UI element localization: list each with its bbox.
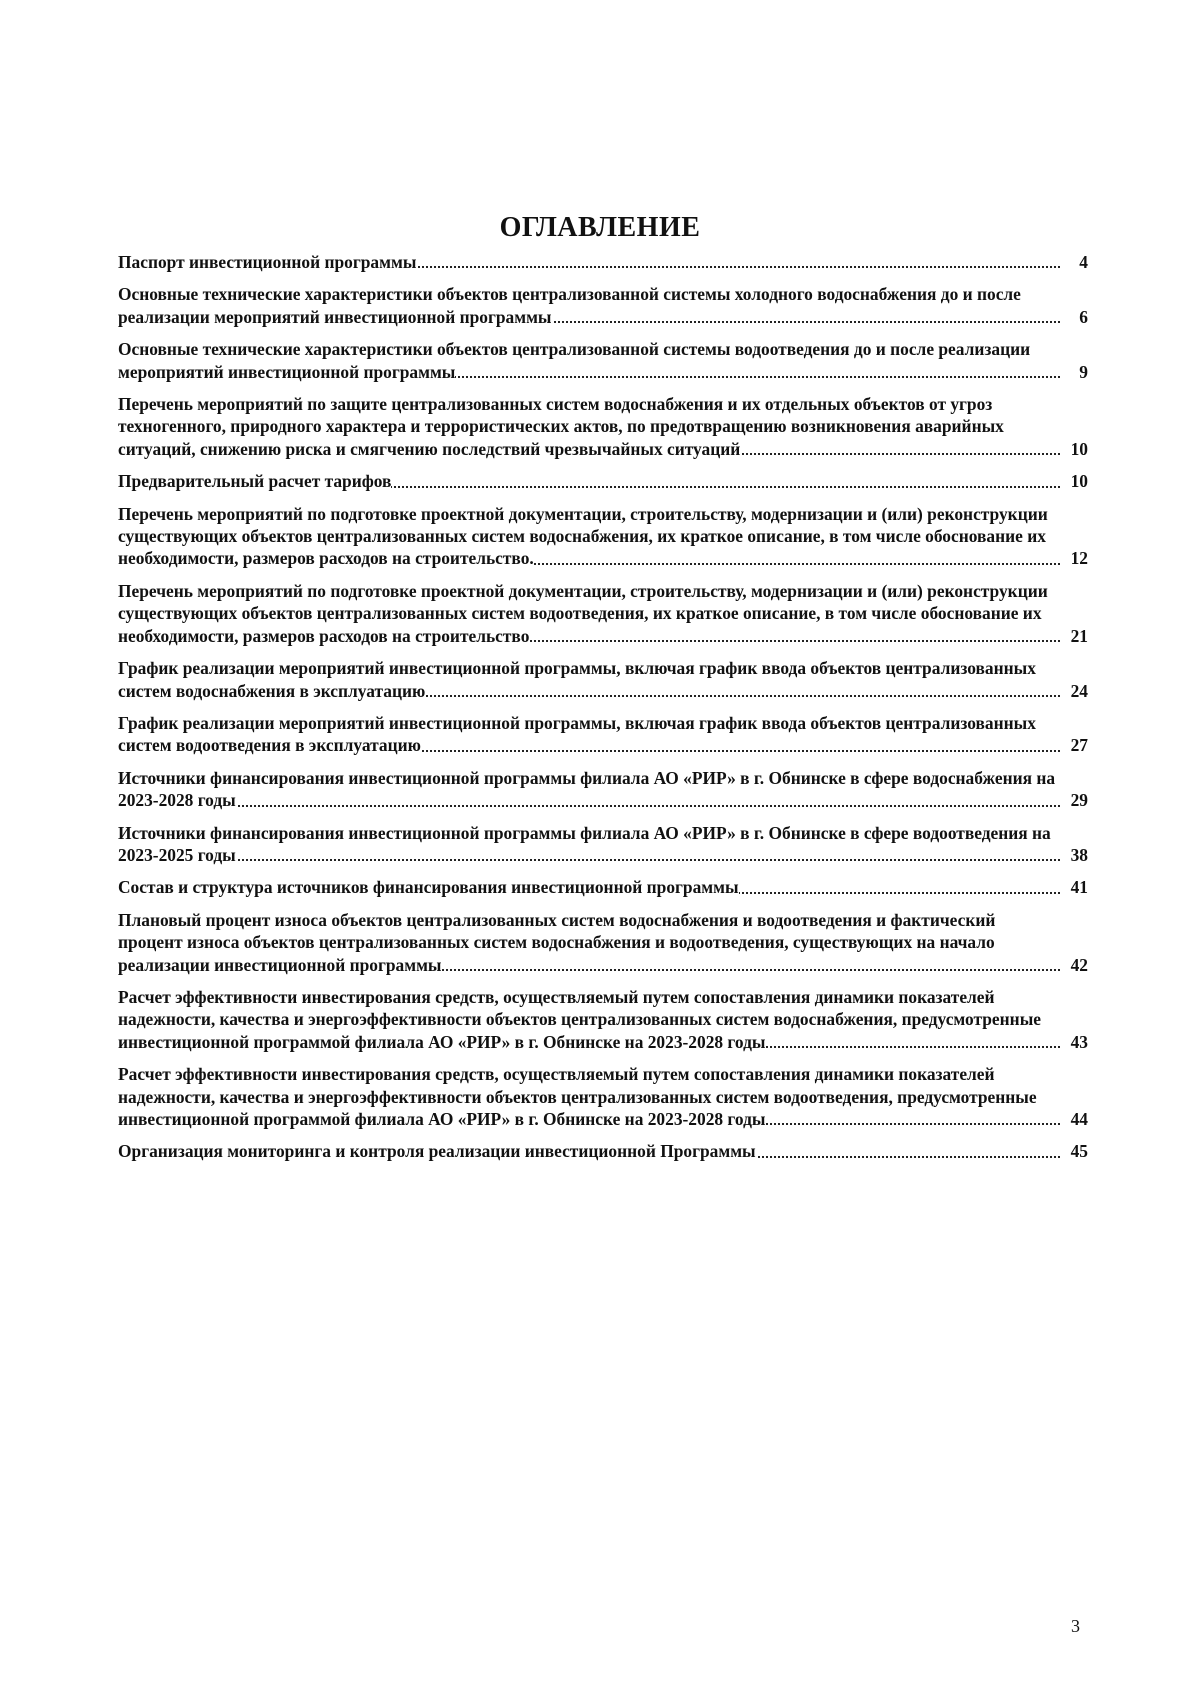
toc-entry-page: 43 [1060,1031,1088,1053]
toc-entry-page: 12 [1060,547,1088,569]
toc-entry-page: 21 [1060,625,1088,647]
toc-entry[interactable] [118,503,1088,570]
toc-entry[interactable] [118,712,1088,757]
toc-entry-page: 24 [1060,680,1088,702]
toc-entry[interactable] [118,580,1088,647]
toc-entry-page: 6 [1060,306,1088,328]
toc-entry[interactable] [118,909,1088,976]
toc-entry-text: Источники финансирования инвестиционной программы филиала АО «РИР» в г. Обнинске в сфере водоснабжения на 2023-2028 годы [118,767,1056,811]
dot-leader [118,805,1060,807]
toc-entry-text: График реализации мероприятий инвестиционной программы, включая график ввода объектов централизованных систем водоотведения в эксплуатацию [118,712,1036,756]
toc-entry-page: 27 [1060,734,1088,756]
toc-entry-text: Состав и структура источников финансирования инвестиционной программы [118,877,739,898]
toc-entry[interactable] [118,657,1088,702]
toc-entry[interactable] [118,986,1088,1053]
toc-entry[interactable] [118,876,1088,898]
toc-entry-page: 10 [1060,470,1088,492]
toc-entry-page: 9 [1060,361,1088,383]
toc-title: ОГЛАВЛЕНИЕ [499,212,701,243]
toc-entry-text: Перечень мероприятий по подготовке проектной документации, строительству, модернизации и (или) реконструкции существующих объектов централизованных систем водоотведения, их краткое описание, в том числе обоснование их необходимости, размеров расходов на строительство [118,580,1048,646]
toc-entry-text: Источники финансирования инвестиционной программы филиала АО «РИР» в г. Обнинске в сфере водоотведения на 2023-2025 годы [118,822,1051,865]
toc-entry[interactable] [118,283,1088,328]
toc-entry-page: 38 [1060,844,1088,866]
toc-entry-text: Основные технические характеристики объектов централизованной системы холодного водоснабжения до и после реализации мероприятий инвестиционной программы [118,284,1021,327]
toc-entry-text: Плановый процент износа объектов централизованных систем водоснабжения и водоотведения и фактический процент износа объектов централизованных систем водоснабжения и водоотведения, существующих на начало реализации инвестиционной программы [118,909,996,975]
toc-entry[interactable] [118,1063,1088,1130]
toc-entry[interactable] [118,767,1088,812]
toc-entry-text: Организация мониторинга и контроля реализации инвестиционной Программы [118,1141,756,1162]
toc-entry-text: Перечень мероприятий по защите централизованных систем водоснабжения и их отдельных объектов от угроз техногенного, природного характера и террористических актов, по предотвращению возникновения аварийных ситуаций, снижению риска и смягчению последствий чрезвычайных ситуаций [118,394,1004,459]
toc-entry-page: 4 [1060,251,1088,273]
toc-entry-text: Основные технические характеристики объектов централизованной системы водоотведения до и после реализации мероприятий инвестиционной программы [118,339,1031,382]
toc-entry-text: График реализации мероприятий инвестиционной программы, включая график ввода объектов централизованных систем водоснабжения в эксплуатацию [118,658,1036,701]
toc-entry-text: Расчет эффективности инвестирования средств, осуществляемый путем сопоставления динамики показателей надежности, качества и энергоэффективности объектов централизованных систем водоотведения, предусмотренные инвестиционной программой филиала АО «РИР» в г. Обнинске на 2023-2028 годы [118,1064,1037,1129]
toc-entry-page: 41 [1060,876,1088,898]
toc-entry-page: 44 [1060,1108,1088,1130]
toc-entry-text: Предварительный расчет тарифов [118,471,392,492]
toc-entry[interactable] [118,1140,1088,1162]
toc-list [118,251,1088,1173]
toc-entry[interactable] [118,338,1088,383]
toc-entry[interactable] [118,393,1088,460]
page-number: 3 [1071,1616,1080,1636]
toc-entry-text: Перечень мероприятий по подготовке проектной документации, строительству, модернизации и (или) реконструкции существующих объектов централизованных систем водоснабжения, их краткое описание, в том числе обоснование их необходимости, размеров расходов на строительство. [118,503,1048,569]
toc-entry-text: Паспорт инвестиционной программы [118,252,417,272]
toc-entry[interactable] [118,822,1088,867]
toc-entry-page: 10 [1060,438,1088,460]
toc-entry[interactable] [118,470,1088,492]
toc-entry-page: 29 [1060,789,1088,811]
dot-leader [118,859,1060,861]
toc-entry-page: 45 [1060,1140,1088,1162]
toc-entry-page: 42 [1060,954,1088,976]
toc-entry-text: Расчет эффективности инвестирования средств, осуществляемый путем сопоставления динамики показателей надежности, качества и энергоэффективности объектов централизованных систем водоснабжения, предусмотренные инвестиционной программой филиала АО «РИР» в г. Обнинске на 2023-2028 годы [118,986,1041,1052]
toc-entry[interactable] [118,251,1088,273]
